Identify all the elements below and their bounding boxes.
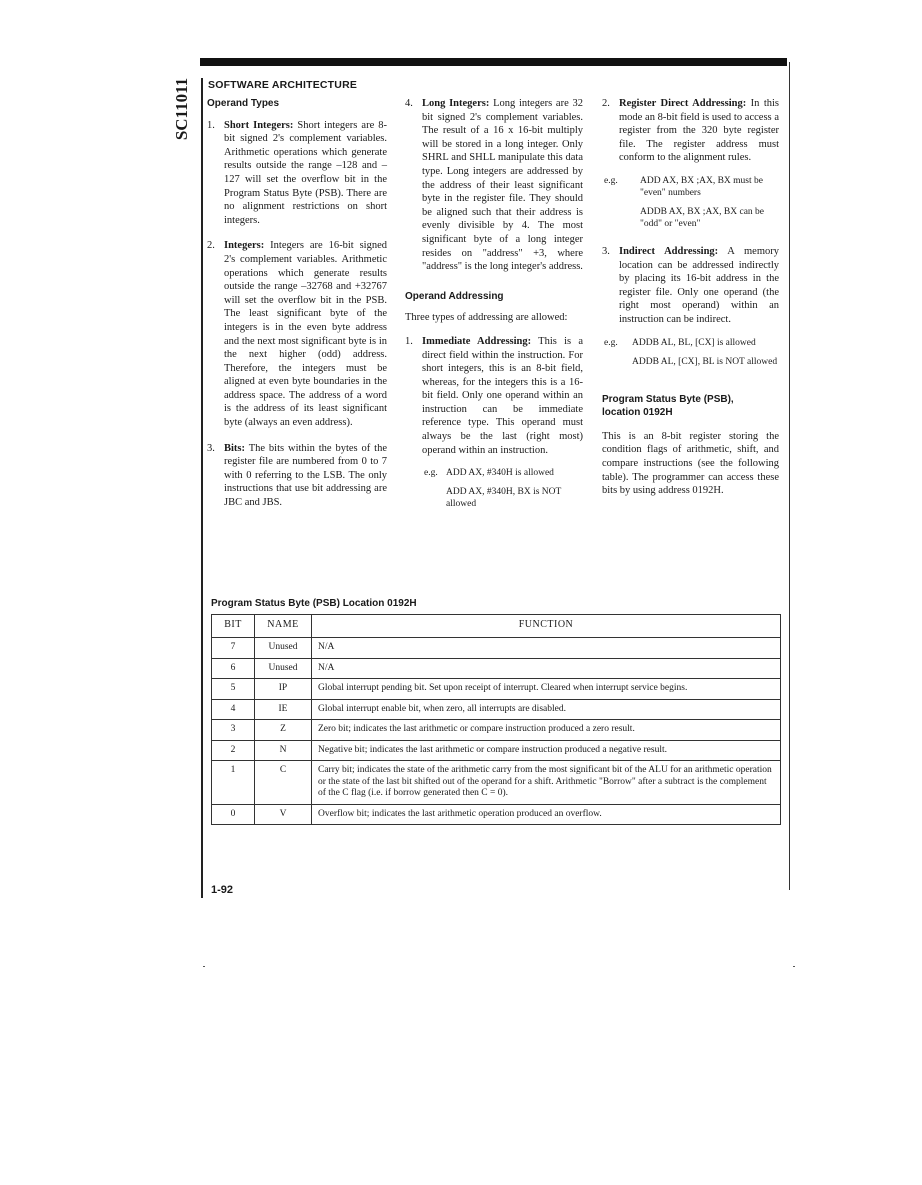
psb-description: This is an 8-bit register storing the condition flags of arithmetic, shift, and compare instructions (see the following table). The programmer can access these bits by using address 0192H. <box>602 430 779 497</box>
cell-bit: 5 <box>212 679 255 700</box>
cell-name: IP <box>255 679 312 700</box>
item-number: 2. <box>602 98 610 109</box>
item-number: 1. <box>207 119 215 131</box>
cell-name: IE <box>255 699 312 720</box>
cell-bit: 3 <box>212 720 255 741</box>
table-row <box>212 638 781 659</box>
cell-function: Global interrupt pending bit. Set upon receipt of interrupt. Cleared when interrupt service begins. <box>312 679 781 700</box>
cell-function: N/A <box>312 658 781 679</box>
example-line: ADD AX, #340H is allowed <box>446 468 554 479</box>
item-term: Register Direct Addressing: <box>619 98 747 109</box>
table-row <box>212 658 781 679</box>
list-item <box>207 442 387 510</box>
item-body <box>224 239 387 429</box>
cell-name: Z <box>255 720 312 741</box>
list-item <box>602 245 779 327</box>
cell-name: Unused <box>255 638 312 659</box>
header-function: FUNCTION <box>312 615 781 638</box>
item-body <box>224 119 387 228</box>
item-body <box>422 97 583 274</box>
cell-bit: 1 <box>212 761 255 805</box>
psb-heading-line: location 0192H <box>602 407 673 419</box>
psb-table <box>211 614 781 825</box>
item-term: Immediate Addressing: <box>422 335 532 347</box>
left-margin-rule <box>201 78 203 898</box>
item-number: 3. <box>207 442 215 454</box>
right-margin-rule <box>789 62 790 890</box>
item-text: The bits within the bytes of the register file are numbered from 0 to 7 with 0 referring to the LSB. The only instructions that use bit addressing are JBC and JBS. <box>224 442 387 509</box>
cell-function: Negative bit; indicates the last arithmetic or compare instruction produced a negative result. <box>312 740 781 761</box>
item-term: Indirect Addressing: <box>619 245 719 257</box>
cell-name: N <box>255 740 312 761</box>
cell-function: N/A <box>312 638 781 659</box>
item-number: 3. <box>602 245 610 257</box>
cell-bit: 0 <box>212 804 255 825</box>
cell-bit: 4 <box>212 699 255 720</box>
cell-name: C <box>255 761 312 805</box>
item-term: Long Integers: <box>422 98 490 109</box>
side-part-code: SC11011 <box>172 77 191 141</box>
column-3 <box>602 97 779 508</box>
example-block <box>602 337 779 375</box>
example-label: e.g. <box>604 175 618 186</box>
table-header-row <box>212 615 781 638</box>
cell-function: Carry bit; indicates the state of the arithmetic carry from the most significant bit of the ALU for an arithmetic operation or the state of the last bit shifted out of the operand for a shift. Arithmetic "Borrow" after a subtract is the complement of the C flag (i.e. if borrow generated then C = 0). <box>312 761 781 805</box>
operand-types-heading: Operand Types <box>207 98 280 109</box>
table-row <box>212 804 781 825</box>
table-row <box>212 699 781 720</box>
page-number: 1-92 <box>211 884 234 896</box>
item-text: Short integers are 8-bit signed 2's complement variables. Arithmetic operations which generate results outside the range –128 and –127 will set the overflow bit in the Program Status Byte (PSB). There are no alignment restrictions on short integers. <box>224 119 388 226</box>
item-text: A memory location can be addressed indirectly by placing its 16-bit address in the register file. Only one operand (the right most operand) within an instruction can be indirect. <box>619 245 779 325</box>
operand-addressing-intro: Three types of addressing are allowed: <box>405 312 568 324</box>
item-body <box>619 97 779 165</box>
section-title: SOFTWARE ARCHITECTURE <box>208 79 358 91</box>
cell-function: Zero bit; indicates the last arithmetic or compare instruction produced a zero result. <box>312 720 781 741</box>
example-block <box>602 175 779 237</box>
item-text: Integers are 16-bit signed 2's complement variables. Arithmetic operations which generate results outside the range –32768 and +32767 will set the overflow bit in the PSB. The least significant byte of the integers is in the even byte address and the next most significant byte is in the next higher (odd) address. Therefore, the integers must be aligned at even byte boundaries in the address space. The address of a word is the address of its least significant byte (always an even address). <box>224 240 387 429</box>
item-number: 2. <box>207 240 215 252</box>
scan-speck <box>203 966 205 967</box>
table-row <box>212 740 781 761</box>
header-bit: BIT <box>212 615 255 638</box>
table-row <box>212 761 781 805</box>
item-number: 1. <box>405 335 413 347</box>
list-item <box>602 97 779 165</box>
item-body <box>422 335 583 457</box>
cell-function: Overflow bit; indicates the last arithmetic operation produced an overflow. <box>312 804 781 825</box>
cell-bit: 7 <box>212 638 255 659</box>
psb-heading-line: Program Status Byte (PSB), <box>602 393 734 405</box>
cell-name: V <box>255 804 312 825</box>
item-term: Short Integers: <box>224 119 294 131</box>
list-item <box>405 97 583 274</box>
table-row <box>212 679 781 700</box>
example-line: ADDB AX, BX ;AX, BX can be "odd" or "even" <box>640 206 765 229</box>
table-title: Program Status Byte (PSB) Location 0192H <box>211 598 417 609</box>
column-1 <box>207 97 387 522</box>
item-term: Integers: <box>224 240 265 252</box>
example-block <box>422 467 583 517</box>
item-text: In this mode an 8-bit field is used to access a register from the 320 byte register file. The register address must conform to the alignment rules. <box>619 98 780 164</box>
list-item <box>207 239 387 429</box>
example-line: ADD AX, #340H, BX is NOT allowed <box>446 487 562 510</box>
example-line: ADDB AL, [CX], BL is NOT allowed <box>632 356 778 367</box>
cell-bit: 2 <box>212 740 255 761</box>
cell-name: Unused <box>255 658 312 679</box>
header-name: NAME <box>255 615 312 638</box>
item-number: 4. <box>405 98 413 109</box>
scan-speck <box>793 966 795 967</box>
psb-heading <box>602 393 779 420</box>
item-body <box>224 442 387 510</box>
column-2 <box>405 97 583 525</box>
table-row <box>212 720 781 741</box>
example-label: e.g. <box>604 337 618 348</box>
item-text: This is a direct field within the instruction. For short integers, this is an 8-bit field, whereas, for the integers this is a 16-bit field. Only one operand within an instruction can be immediate reference type. This operand must always be the last (right most) operand within an instruction. <box>422 335 583 456</box>
cell-function: Global interrupt enable bit, when zero, all interrupts are disabled. <box>312 699 781 720</box>
example-label: e.g. <box>424 468 438 479</box>
item-text: Long integers are 32 bit signed 2's complement variables. The result of a 16 x 16-bit multiply will be stored in a long integer. Only SHRL and SHLL manipulate this data type. Long integers are addressed by the address of their least significant byte in the register file. They should be aligned such that their address is evenly divisible by 4. The most significant byte of a long integer resides on "address" +3, where "address" is the long integer's address. <box>422 98 583 273</box>
cell-bit: 6 <box>212 658 255 679</box>
top-rule <box>200 58 787 66</box>
example-line: ADDB AL, BL, [CX] is allowed <box>632 337 756 348</box>
item-body <box>619 245 779 327</box>
operand-addressing-heading: Operand Addressing <box>405 290 504 302</box>
list-item <box>405 335 583 457</box>
item-term: Bits: <box>224 442 245 454</box>
example-line: ADD AX, BX ;AX, BX must be "even" numbers <box>640 175 763 198</box>
list-item <box>207 119 387 228</box>
